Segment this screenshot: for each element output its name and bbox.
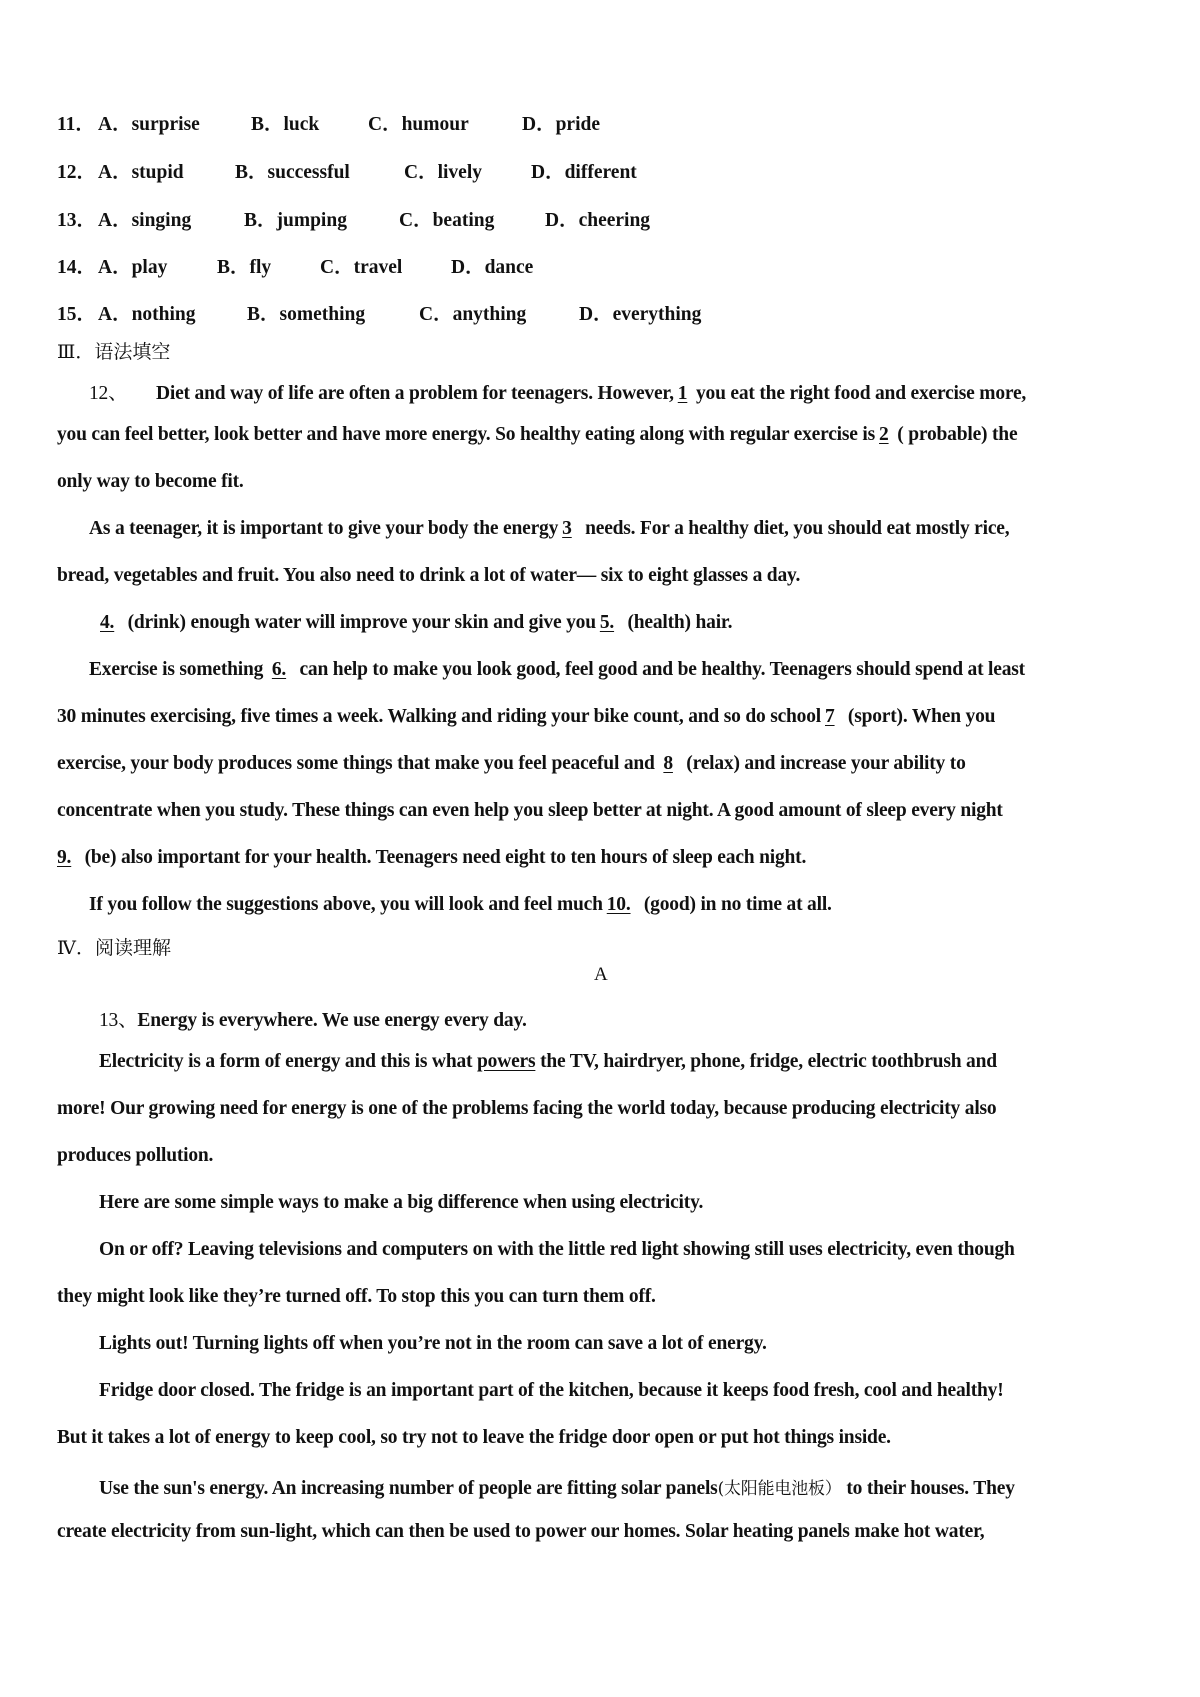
text-segment: Electricity is a form of energy and this is what xyxy=(99,1051,473,1072)
text-segment: ( probable) the xyxy=(897,424,1018,445)
text-segment: exercise, your body produces some things that make you feel peaceful and xyxy=(57,753,655,774)
option-c: C．travel xyxy=(320,257,403,278)
blank-5: 5. xyxy=(599,612,615,633)
blank-8: 8 xyxy=(663,753,673,774)
section-heading-grammar: Ⅲ．语法填空 xyxy=(57,341,171,363)
grammar-line-9 xyxy=(57,753,966,775)
grammar-line-5: bread, vegetables and fruit. You also need to drink a lot of water— six to eight glasses a day. xyxy=(57,565,801,586)
grammar-line-6 xyxy=(96,612,732,634)
text-segment: (relax) and increase your ability to xyxy=(686,753,966,774)
reading-line-11 xyxy=(99,1474,1015,1500)
reading-line-5: Here are some simple ways to make a big difference when using electricity. xyxy=(99,1192,704,1213)
text-segment: you can feel better, look better and have more energy. So healthy eating along with regular exercise is xyxy=(57,424,876,445)
reading-line-10: But it takes a lot of energy to keep cool, so try not to leave the fridge door open or put hot things inside. xyxy=(57,1427,891,1448)
text-segment: Exercise is something xyxy=(89,659,264,680)
reading-line-3: more! Our growing need for energy is one of the problems facing the world today, because producing electricity also xyxy=(57,1098,997,1119)
blank-7: 7 xyxy=(825,706,835,727)
grammar-line-7 xyxy=(89,659,1025,681)
blank-1: 1 xyxy=(677,383,688,404)
text-segment: Use the sun's energy. An increasing number of people are fitting solar panels xyxy=(99,1478,718,1499)
blank-4: 4. xyxy=(100,612,115,633)
grammar-line-8 xyxy=(57,706,995,728)
option-a: A．play xyxy=(98,257,168,278)
question-number: 11． xyxy=(57,114,95,135)
option-c: C．lively xyxy=(404,162,482,183)
reading-line-7: they might look like they’re turned off. To stop this you can turn them off. xyxy=(57,1286,656,1307)
grammar-line-4 xyxy=(89,518,1009,540)
text-segment: Energy is everywhere. We use energy every day. xyxy=(137,1010,527,1031)
grammar-line-12 xyxy=(89,894,832,916)
option-b: B．fly xyxy=(217,257,272,278)
option-b: B．jumping xyxy=(244,210,347,231)
text-segment: (drink) enough water will improve your skin and give you xyxy=(127,612,596,633)
option-a: A．singing xyxy=(98,210,192,231)
text-segment: As a teenager, it is important to give your body the energy xyxy=(89,518,559,539)
blank-6: 6. xyxy=(271,659,287,680)
question-number: 12． xyxy=(57,162,97,183)
text-segment: to their houses. They xyxy=(846,1478,1015,1499)
question-number: 13、 xyxy=(99,1010,138,1031)
option-b: B．something xyxy=(247,304,366,325)
option-c: C．beating xyxy=(399,210,495,231)
section-heading-reading: Ⅳ．阅读理解 xyxy=(57,937,171,959)
question-number: 12、 xyxy=(89,383,128,404)
option-b: B．luck xyxy=(251,114,320,135)
chinese-gloss: (太阳能电池板） xyxy=(717,1479,842,1499)
blank-10: 10. xyxy=(606,894,631,915)
question-number: 15． xyxy=(57,304,97,325)
reading-line-12: create electricity from sun-light, which can then be used to power our homes. Solar heating panels make hot water, xyxy=(57,1521,985,1542)
grammar-line-11 xyxy=(57,847,806,869)
option-b: B．successful xyxy=(235,162,350,183)
underlined-word: powers xyxy=(477,1051,536,1072)
text-segment: If you follow the suggestions above, you will look and feel much xyxy=(89,894,603,915)
text-segment: (health) hair. xyxy=(627,612,733,633)
text-segment: you eat the right food and exercise more, xyxy=(696,383,1027,404)
reading-line-6: On or off? Leaving televisions and computers on with the little red light showing still uses electricity, even though xyxy=(99,1239,1015,1260)
option-a: A．nothing xyxy=(98,304,196,325)
option-a: A．surprise xyxy=(98,114,200,135)
text-segment: (good) in no time at all. xyxy=(643,894,832,915)
text-segment: the TV, hairdryer, phone, fridge, electric toothbrush and xyxy=(540,1051,997,1072)
question-number: 13． xyxy=(57,210,97,231)
question-number: 14． xyxy=(57,257,97,278)
grammar-line-2 xyxy=(57,424,1017,446)
grammar-line-1 xyxy=(57,377,1026,405)
option-d: D．different xyxy=(531,162,637,183)
text-segment: Diet and way of life are often a problem for teenagers. However, xyxy=(156,383,674,404)
reading-line-4: produces pollution. xyxy=(57,1145,214,1166)
reading-line-2 xyxy=(99,1051,997,1073)
reading-line-1 xyxy=(99,1004,527,1032)
blank-2: 2 xyxy=(879,424,889,445)
option-d: D．cheering xyxy=(545,210,651,231)
option-c: C．humour xyxy=(368,114,469,135)
blank-3: 3 xyxy=(562,518,572,539)
reading-line-8: Lights out! Turning lights off when you’re not in the room can save a lot of energy. xyxy=(99,1333,767,1354)
text-segment: can help to make you look good, feel good and be healthy. Teenagers should spend at least xyxy=(299,659,1025,680)
option-d: D．dance xyxy=(451,257,534,278)
grammar-line-3: only way to become fit. xyxy=(57,471,244,492)
option-a: A．stupid xyxy=(98,162,184,183)
reading-line-9: Fridge door closed. The fridge is an important part of the kitchen, because it keeps food fresh, cool and healthy! xyxy=(99,1380,1004,1401)
option-d: D．pride xyxy=(522,114,601,135)
option-d: D．everything xyxy=(579,304,702,325)
text-segment: (sport). When you xyxy=(847,706,996,727)
grammar-line-10: concentrate when you study. These things can even help you sleep better at night. A good amount of sleep every night xyxy=(57,800,1003,821)
option-c: C．anything xyxy=(419,304,527,325)
text-segment: (be) also important for your health. Teenagers need eight to ten hours of sleep each night. xyxy=(84,847,807,868)
passage-label: A xyxy=(594,964,608,985)
blank-9: 9. xyxy=(57,847,72,868)
text-segment: 30 minutes exercising, five times a week. Walking and riding your bike count, and so do school xyxy=(57,706,821,727)
text-segment: needs. For a healthy diet, you should eat mostly rice, xyxy=(585,518,1010,539)
